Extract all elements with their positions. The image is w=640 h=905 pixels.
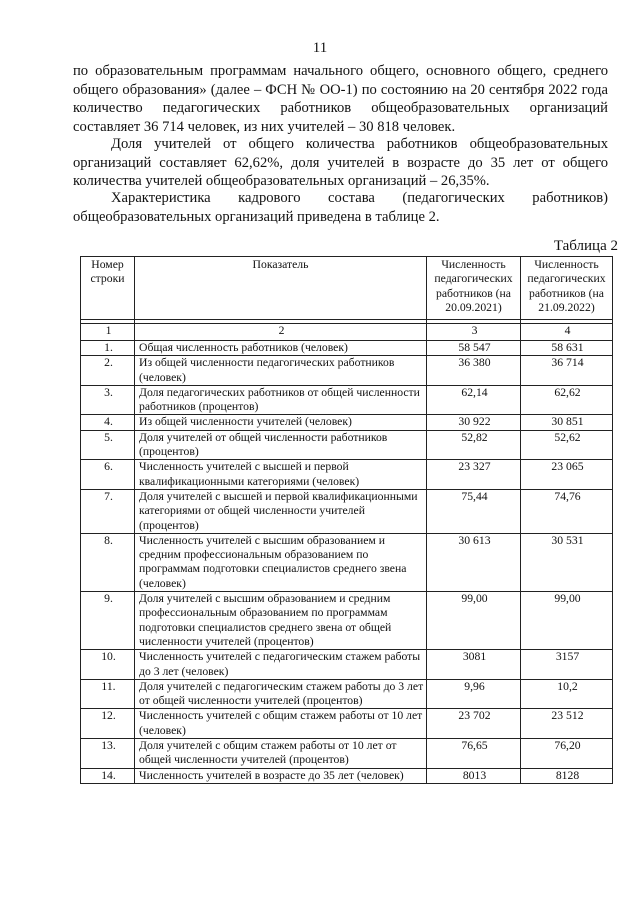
row-indicator: Из общей численности педагогических работников (человек) [135,356,427,386]
value-2022: 99,00 [521,592,613,650]
header-count-2021: Численность педагогических работников (на 20.09.2021) [427,257,521,320]
column-number: 2 [135,324,427,341]
table-row [81,679,613,709]
table-row [81,650,613,680]
value-2021: 99,00 [427,592,521,650]
table-row [81,739,613,769]
value-2021: 76,65 [427,739,521,769]
row-indicator: Численность учителей с общим стажем работы от 10 лет (человек) [135,709,427,739]
value-2021: 36 380 [427,356,521,386]
value-2022: 30 851 [521,415,613,430]
table-row [81,489,613,533]
table-row [81,709,613,739]
row-number: 13. [81,739,135,769]
row-number: 3. [81,385,135,415]
value-2022: 36 714 [521,356,613,386]
value-2022: 8128 [521,768,613,783]
header-indicator: Показатель [135,257,427,320]
value-2021: 8013 [427,768,521,783]
row-indicator: Общая численность работников (человек) [135,341,427,356]
table-row [81,533,613,591]
column-numbers-row [81,324,613,341]
row-number: 11. [81,679,135,709]
row-number: 5. [81,430,135,460]
value-2022: 58 631 [521,341,613,356]
table-body [81,341,613,784]
value-2021: 62,14 [427,385,521,415]
row-number: 12. [81,709,135,739]
paragraph-3: Характеристика кадрового состава (педагогических работников) общеобразовательных организаций приведена в таблице 2. [73,190,608,225]
value-2021: 52,82 [427,430,521,460]
table-row [81,768,613,783]
row-indicator: Доля учителей от общей численности работников (процентов) [135,430,427,460]
value-2021: 23 327 [427,460,521,490]
table-header-row [81,257,613,320]
row-indicator: Доля педагогических работников от общей численности работников (процентов) [135,385,427,415]
value-2021: 3081 [427,650,521,680]
row-number: 14. [81,768,135,783]
row-indicator: Численность учителей в возрасте до 35 лет (человек) [135,768,427,783]
row-indicator: Численность учителей с педагогическим стажем работы до 3 лет (человек) [135,650,427,680]
row-indicator: Доля учителей с высшей и первой квалификационными категориями от общей численности учителей (процентов) [135,489,427,533]
row-number: 8. [81,533,135,591]
table-caption: Таблица 2 [553,238,618,254]
column-number: 1 [81,324,135,341]
value-2021: 23 702 [427,709,521,739]
value-2021: 58 547 [427,341,521,356]
row-number: 1. [81,341,135,356]
value-2022: 30 531 [521,533,613,591]
row-number: 9. [81,592,135,650]
value-2022: 3157 [521,650,613,680]
row-number: 2. [81,356,135,386]
value-2022: 62,62 [521,385,613,415]
value-2022: 52,62 [521,430,613,460]
row-number: 7. [81,489,135,533]
page-number: 11 [312,40,328,56]
value-2021: 9,96 [427,679,521,709]
header-count-2022: Численность педагогических работников (на 21.09.2022) [521,257,613,320]
row-number: 10. [81,650,135,680]
column-number: 4 [521,324,613,341]
table-row [81,592,613,650]
paragraph-1: по образовательным программам начального общего, основного общего, среднего общего образования» (далее – ФСН № ОО-1) по состоянию на 20 сентября 2022 года количество педагогических работников общеобразовательных организаций составляет 36 714 человек, из них учителей – 30 818 человек. [73,63,608,135]
column-number: 3 [427,324,521,341]
row-indicator: Численность учителей с высшей и первой квалификационными категориями (человек) [135,460,427,490]
value-2021: 75,44 [427,489,521,533]
staff-table [80,256,613,784]
row-number: 6. [81,460,135,490]
value-2021: 30 922 [427,415,521,430]
table-row [81,415,613,430]
header-row-number: Номер строки [81,257,135,320]
table-row [81,460,613,490]
paragraph-2: Доля учителей от общего количества работников общеобразовательных организаций составляет 62,62%, доля учителей в возрасте до 35 лет от общего количества учителей общеобразовательных организаций – 26,35%. [73,136,608,189]
row-indicator: Доля учителей с общим стажем работы от 10 лет от общей численности учителей (процентов) [135,739,427,769]
row-indicator: Доля учителей с высшим образованием и средним профессиональным образованием по программам подготовки специалистов среднего звена от общей численности учителей (процентов) [135,592,427,650]
table-row [81,430,613,460]
row-indicator: Доля учителей с педагогическим стажем работы до 3 лет от общей численности учителей (процентов) [135,679,427,709]
row-indicator: Численность учителей с высшим образованием и средним профессиональным образованием по программам подготовки специалистов среднего звена (человек) [135,533,427,591]
table-row [81,356,613,386]
row-number: 4. [81,415,135,430]
table-row [81,385,613,415]
value-2022: 74,76 [521,489,613,533]
value-2021: 30 613 [427,533,521,591]
row-indicator: Из общей численности учителей (человек) [135,415,427,430]
value-2022: 76,20 [521,739,613,769]
table-row [81,341,613,356]
value-2022: 23 065 [521,460,613,490]
value-2022: 10,2 [521,679,613,709]
value-2022: 23 512 [521,709,613,739]
